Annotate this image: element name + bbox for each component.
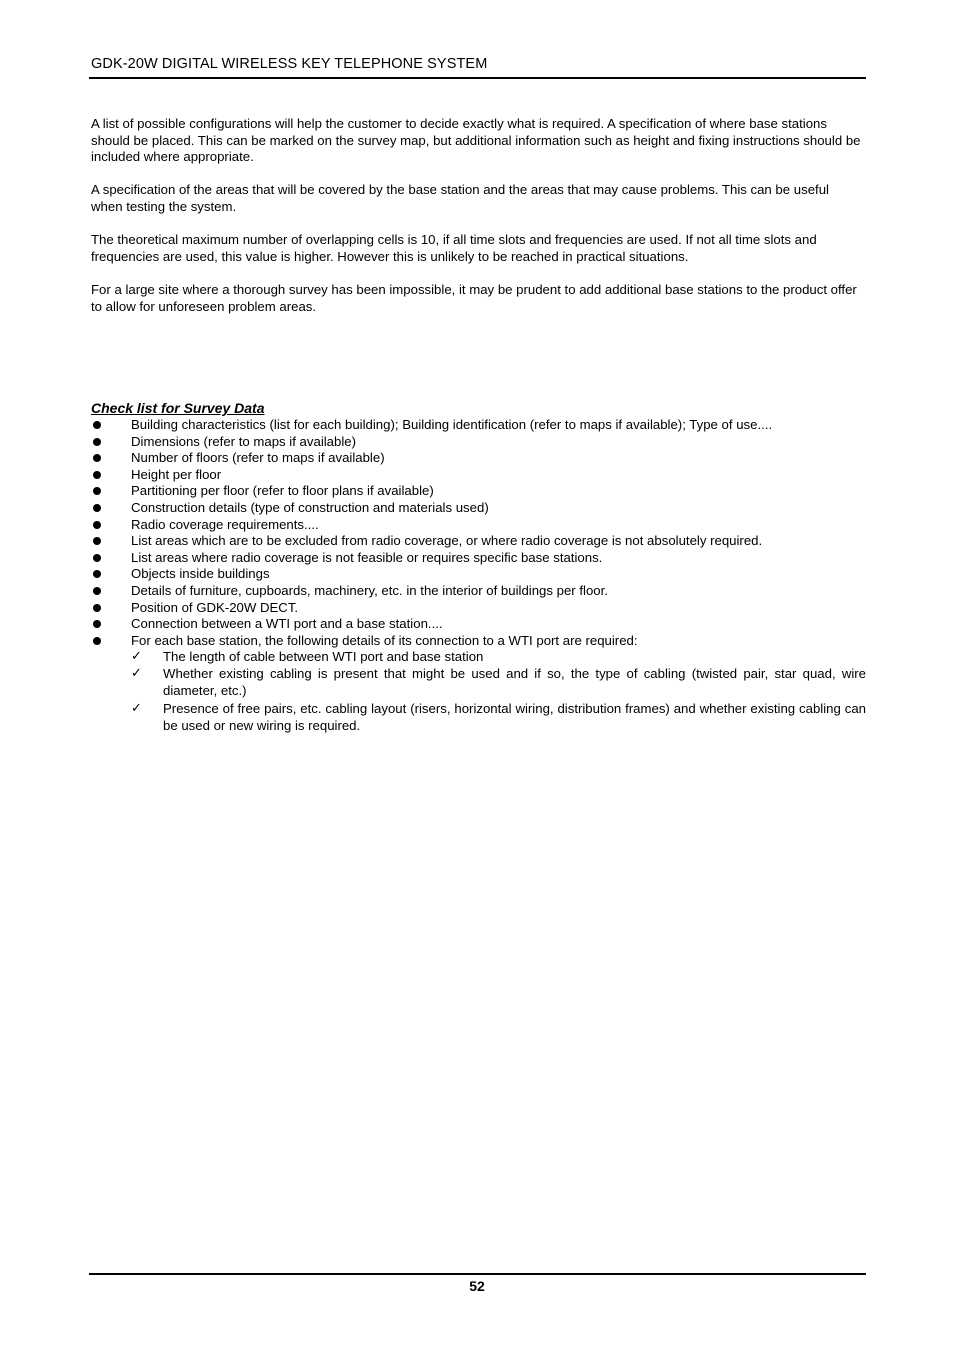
list-item — [91, 600, 866, 617]
bullet-icon — [93, 421, 101, 429]
bullet-icon — [93, 521, 101, 529]
list-item — [91, 483, 866, 500]
bullet-icon — [93, 570, 101, 578]
paragraph: For a large site where a thorough survey has been impossible, it may be prudent to add additional base stations to the product offer to allow for unforeseen problem areas. — [91, 281, 857, 314]
sub-list-item — [131, 666, 866, 699]
bullet-icon — [93, 637, 101, 645]
bullet-icon — [93, 537, 101, 545]
header-rule — [89, 77, 866, 79]
bullet-icon — [93, 604, 101, 612]
list-item-text: Partitioning per floor (refer to floor plans if available) — [131, 483, 434, 499]
check-mark-icon: ✓ — [131, 701, 142, 717]
bullet-icon — [93, 504, 101, 512]
page-number: 52 — [469, 1278, 485, 1294]
list-item-text: Objects inside buildings — [131, 566, 270, 582]
list-item — [91, 467, 866, 484]
list-item — [91, 633, 866, 735]
list-item — [91, 417, 866, 434]
survey-checklist — [91, 400, 866, 734]
footer-rule — [89, 1273, 866, 1275]
sub-list-item — [131, 701, 866, 734]
sub-list-item-text: The length of cable between WTI port and base station — [163, 649, 484, 665]
check-mark-icon: ✓ — [131, 665, 142, 681]
paragraph: A specification of the areas that will be covered by the base station and the areas that may cause problems. This can be useful when testing the system. — [91, 182, 829, 214]
list-item — [91, 434, 866, 451]
list-item — [91, 533, 866, 550]
list-item-text: Building characteristics (list for each building); Building identification (refer to maps if available); Type of use.... — [131, 417, 773, 432]
page-header-title: GDK-20W DIGITAL WIRELESS KEY TELEPHONE SYSTEM — [91, 56, 488, 72]
checklist-title: Check list for Survey Data — [91, 400, 265, 416]
list-item-text: Details of furniture, cupboards, machinery, etc. in the interior of buildings per floor. — [131, 582, 608, 598]
list-item-text: Radio coverage requirements.... — [131, 516, 319, 532]
bullet-icon — [93, 438, 101, 446]
check-mark-icon: ✓ — [131, 649, 142, 665]
list-item — [91, 616, 866, 633]
list-item-text: Height per floor — [131, 466, 222, 482]
list-item-text: Number of floors (refer to maps if available) — [131, 450, 385, 466]
list-item — [91, 500, 866, 517]
paragraph: The theoretical maximum number of overlapping cells is 10, if all time slots and frequencies are used. If not all time slots and frequencies are used, this value is higher. However this is unlikely to be reached in practical situations. — [91, 232, 817, 264]
list-item — [91, 583, 866, 600]
bullet-icon — [93, 587, 101, 595]
list-item — [91, 550, 866, 567]
bullet-icon — [93, 471, 101, 479]
list-item — [91, 450, 866, 467]
sub-list-item — [131, 649, 866, 666]
list-item — [91, 566, 866, 583]
list-item-text: Construction details (type of construction and materials used) — [131, 499, 489, 515]
bullet-icon — [93, 487, 101, 495]
bullet-icon — [93, 620, 101, 628]
list-item-text: List areas where radio coverage is not feasible or requires specific base stations. — [131, 549, 603, 565]
list-item-text: List areas which are to be excluded from radio coverage, or where radio coverage is not absolutely required. — [131, 533, 763, 549]
bullet-icon — [93, 554, 101, 562]
list-item-text: Connection between a WTI port and a base station.... — [131, 616, 443, 632]
list-item — [91, 517, 866, 534]
body-text — [91, 116, 861, 332]
paragraph: A list of possible configurations will help the customer to decide exactly what is required. A specification of where base stations should be placed. This can be marked on the survey map, but additional information such as height and fixing instructions should be included where appropriate. — [91, 116, 861, 165]
bullet-icon — [93, 454, 101, 462]
list-item-text: Dimensions (refer to maps if available) — [131, 433, 357, 449]
list-item-text: For each base station, the following details of its connection to a WTI port are required: — [131, 632, 638, 648]
checklist-items — [91, 417, 866, 734]
sub-list-item-text: Presence of free pairs, etc. cabling layout (risers, horizontal wiring, distribution frames) and whether existing cabling can be used or new wiring is required. — [163, 701, 866, 733]
sub-list-item-text: Whether existing cabling is present that might be used and if so, the type of cabling (twisted pair, star quad, wire diameter, etc.) — [163, 665, 866, 698]
sub-checklist — [131, 649, 866, 734]
list-item-text: Position of GDK-20W DECT. — [131, 599, 299, 615]
